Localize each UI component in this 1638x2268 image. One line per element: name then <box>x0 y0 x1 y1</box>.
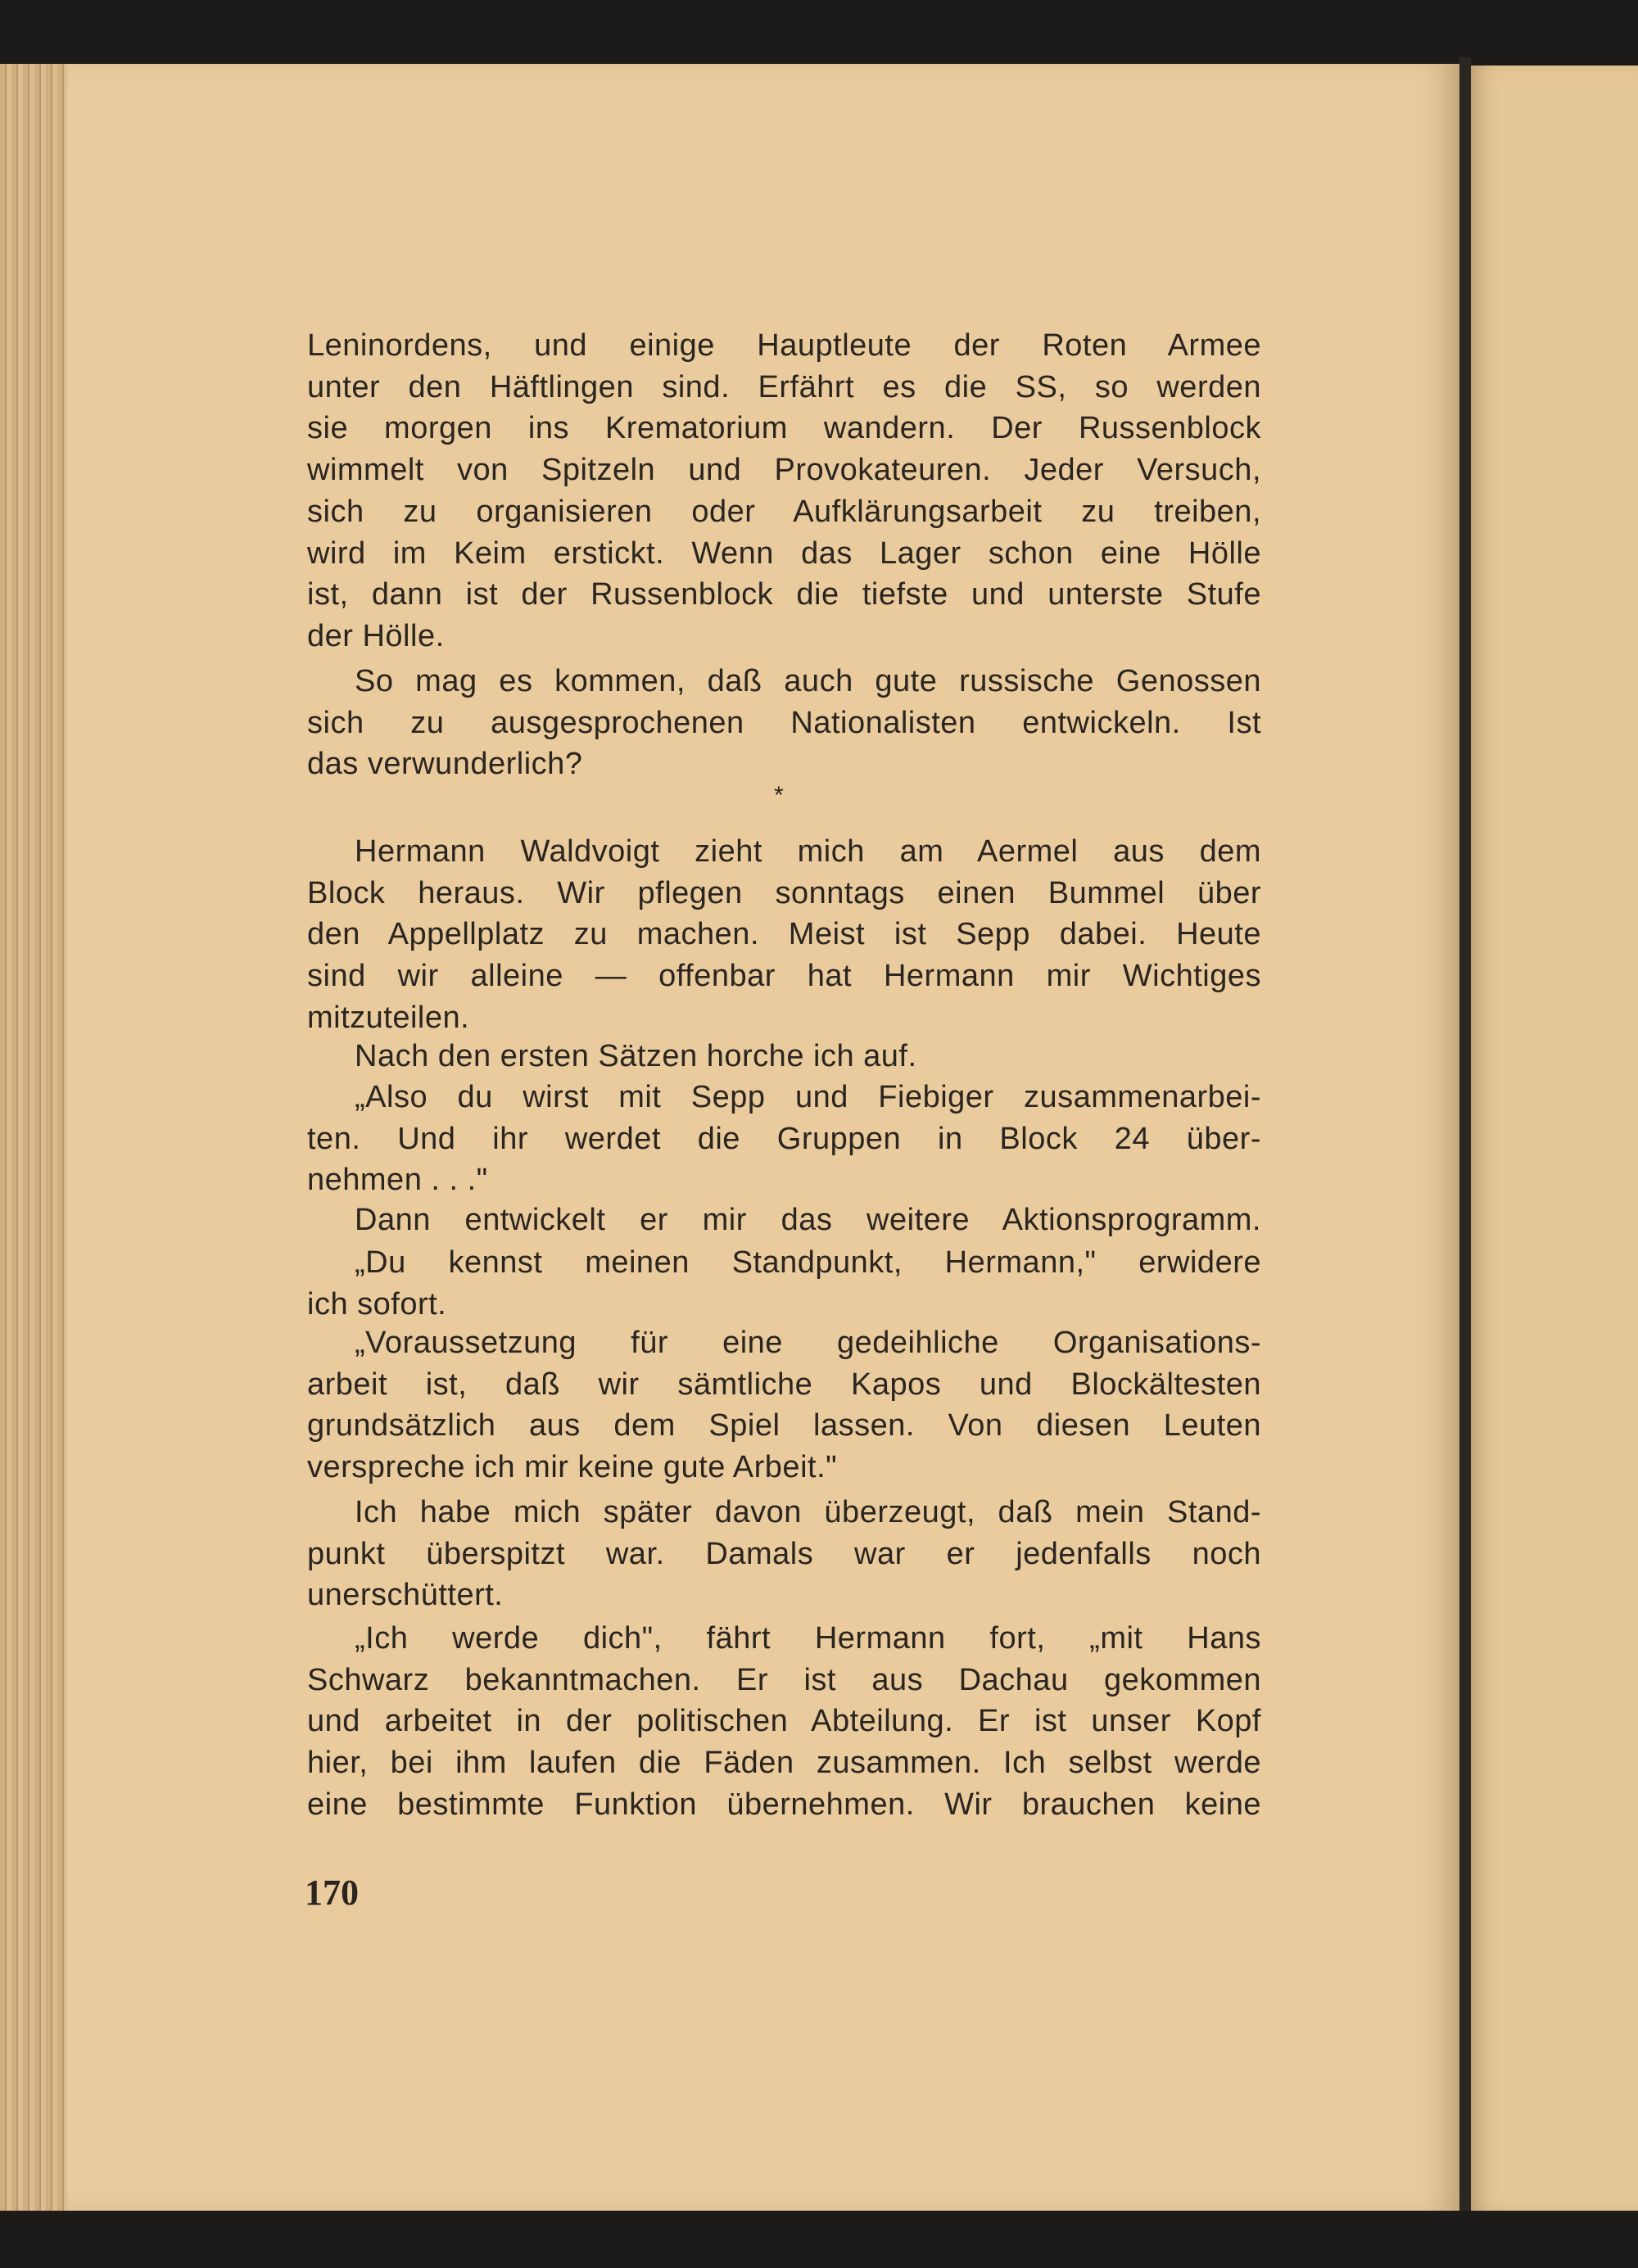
text-line: der Hölle. <box>307 618 445 653</box>
text-line: wimmelt von Spitzeln und Provokateuren. Jeder Versuch, <box>307 453 1261 488</box>
text-line: ist, dann ist der Russenblock die tiefste und unterste Stufe <box>307 577 1261 612</box>
text-line: Nach den ersten Sätzen horche ich auf. <box>355 1039 917 1073</box>
text-line: hier, bei ihm laufen die Fäden zusammen. Ich selbst werde <box>307 1746 1261 1781</box>
text-line: unter den Häftlingen sind. Erfährt es die SS, so werden <box>307 369 1261 404</box>
text-line: „Du kennst meinen Standpunkt, Hermann," erwidere <box>355 1245 1261 1280</box>
text-line: Dann entwickelt er mir das weitere Aktionsprogramm. <box>355 1203 1261 1237</box>
text-line: sind wir alleine — offenbar hat Hermann mir Wichtiges <box>307 959 1261 994</box>
section-separator: * <box>774 782 784 809</box>
text-line: eine bestimmte Funktion übernehmen. Wir brauchen keine <box>307 1787 1261 1822</box>
text-line: Block heraus. Wir pflegen sonntags einen Bummel über <box>307 875 1261 910</box>
book-gutter <box>1459 57 1471 2219</box>
book-page-edges <box>0 64 67 2211</box>
page-number: 170 <box>305 1873 359 1913</box>
text-line: Schwarz bekanntmachen. Er ist aus Dachau gekommen <box>307 1662 1261 1697</box>
text-line: Hermann Waldvoigt zieht mich am Aermel aus dem <box>355 834 1261 869</box>
text-line: sich zu organisieren oder Aufklärungsarbeit zu treiben, <box>307 494 1261 529</box>
text-line: So mag es kommen, daß auch gute russische Genossen <box>355 664 1261 698</box>
text-line: unerschüttert. <box>307 1578 504 1613</box>
text-line: sich zu ausgesprochenen Nationalisten entwickeln. Ist <box>307 705 1261 740</box>
text-line: „Ich werde dich", fährt Hermann fort, „mit Hans <box>355 1621 1261 1656</box>
text-line: ten. Und ihr werdet die Gruppen in Block 24 über- <box>307 1121 1261 1156</box>
text-line: den Appellplatz zu machen. Meist ist Sepp dabei. Heute <box>307 917 1261 952</box>
text-line: verspreche ich mir keine gute Arbeit." <box>307 1450 838 1485</box>
text-line: und arbeitet in der politischen Abteilung. Er ist unser Kopf <box>307 1704 1261 1739</box>
text-line: arbeit ist, daß wir sämtliche Kapos und Blockältesten <box>307 1367 1261 1402</box>
facing-page <box>1471 66 1638 2211</box>
text-line: mitzuteilen. <box>307 1000 470 1035</box>
text-line: punkt überspitzt war. Damals war er jedenfalls noch <box>307 1536 1261 1571</box>
scan-border-bottom <box>0 2211 1638 2268</box>
scan-border-top <box>0 0 1638 64</box>
text-line: sie morgen ins Krematorium wandern. Der Russenblock <box>307 411 1261 446</box>
text-line: „Also du wirst mit Sepp und Fiebiger zusammenarbei- <box>355 1080 1261 1114</box>
text-line: nehmen . . ." <box>307 1163 488 1198</box>
text-line: ich sofort. <box>307 1286 447 1321</box>
text-line: Leninordens, und einige Hauptleute der Roten Armee <box>307 328 1261 363</box>
text-line: das verwunderlich? <box>307 747 583 782</box>
text-line: wird im Keim erstickt. Wenn das Lager schon eine Hölle <box>307 535 1261 571</box>
text-line: Ich habe mich später davon überzeugt, daß mein Stand- <box>355 1495 1261 1529</box>
text-line: grundsätzlich aus dem Spiel lassen. Von diesen Leuten <box>307 1408 1261 1443</box>
text-line: „Voraussetzung für eine gedeihliche Organisations- <box>355 1326 1261 1360</box>
